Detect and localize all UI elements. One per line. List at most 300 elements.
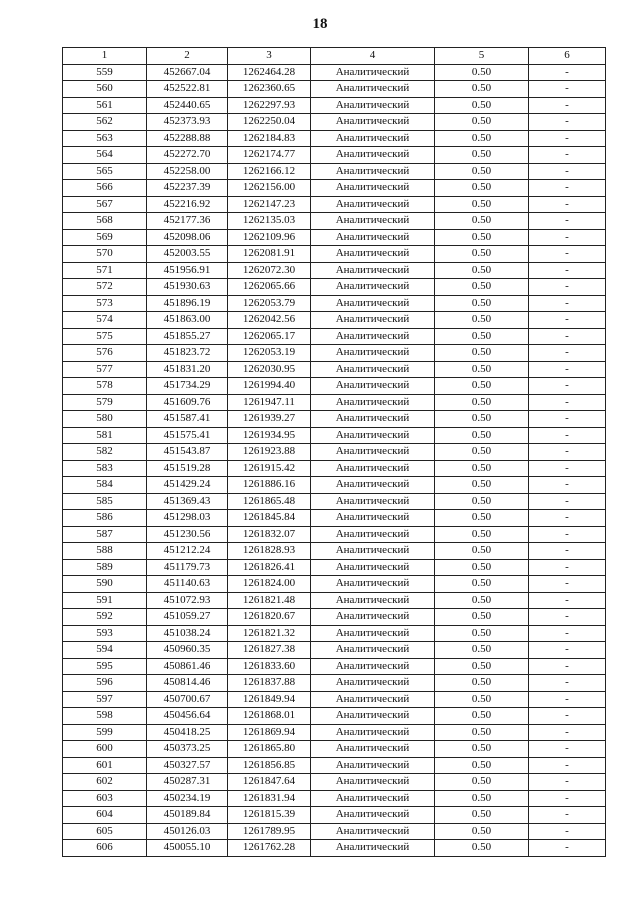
table-row (63, 741, 606, 758)
cell-accuracy: 0.50 (435, 444, 529, 461)
cell-x: 451072.93 (147, 592, 228, 609)
cell-method: Аналитический (311, 81, 435, 98)
cell-y: 1262147.23 (228, 196, 311, 213)
cell-y: 1262072.30 (228, 262, 311, 279)
cell-point-number: 591 (63, 592, 147, 609)
table-row (63, 114, 606, 131)
cell-point-number: 602 (63, 774, 147, 791)
cell-point-number: 582 (63, 444, 147, 461)
table-row (63, 229, 606, 246)
cell-y: 1262135.03 (228, 213, 311, 230)
cell-point-number: 599 (63, 724, 147, 741)
cell-point-number: 594 (63, 642, 147, 659)
cell-point-number: 569 (63, 229, 147, 246)
cell-method: Аналитический (311, 114, 435, 131)
cell-point-number: 568 (63, 213, 147, 230)
cell-y: 1262109.96 (228, 229, 311, 246)
cell-method: Аналитический (311, 625, 435, 642)
cell-accuracy: 0.50 (435, 823, 529, 840)
cell-y: 1262464.28 (228, 64, 311, 81)
cell-accuracy: 0.50 (435, 246, 529, 263)
header-cell-y: 3 (228, 48, 311, 65)
cell-point-number: 571 (63, 262, 147, 279)
cell-method: Аналитический (311, 757, 435, 774)
table-row (63, 394, 606, 411)
cell-description: - (529, 757, 606, 774)
cell-description: - (529, 658, 606, 675)
cell-point-number: 572 (63, 279, 147, 296)
table-row (63, 675, 606, 692)
cell-y: 1262166.12 (228, 163, 311, 180)
cell-x: 450287.31 (147, 774, 228, 791)
cell-method: Аналитический (311, 229, 435, 246)
cell-x: 451930.63 (147, 279, 228, 296)
cell-accuracy: 0.50 (435, 81, 529, 98)
cell-accuracy: 0.50 (435, 642, 529, 659)
cell-x: 451059.27 (147, 609, 228, 626)
cell-x: 452003.55 (147, 246, 228, 263)
cell-accuracy: 0.50 (435, 559, 529, 576)
cell-point-number: 570 (63, 246, 147, 263)
cell-method: Аналитический (311, 576, 435, 593)
cell-point-number: 579 (63, 394, 147, 411)
cell-y: 1261824.00 (228, 576, 311, 593)
cell-accuracy: 0.50 (435, 658, 529, 675)
cell-accuracy: 0.50 (435, 262, 529, 279)
cell-description: - (529, 361, 606, 378)
cell-method: Аналитический (311, 807, 435, 824)
cell-x: 451896.19 (147, 295, 228, 312)
cell-method: Аналитический (311, 279, 435, 296)
table-row (63, 510, 606, 527)
cell-method: Аналитический (311, 361, 435, 378)
cell-description: - (529, 543, 606, 560)
cell-method: Аналитический (311, 460, 435, 477)
cell-point-number: 564 (63, 147, 147, 164)
cell-description: - (529, 625, 606, 642)
cell-y: 1261789.95 (228, 823, 311, 840)
cell-method: Аналитический (311, 840, 435, 857)
cell-accuracy: 0.50 (435, 675, 529, 692)
cell-x: 451587.41 (147, 411, 228, 428)
table-row (63, 576, 606, 593)
cell-accuracy: 0.50 (435, 807, 529, 824)
cell-accuracy: 0.50 (435, 196, 529, 213)
cell-description: - (529, 774, 606, 791)
cell-y: 1261994.40 (228, 378, 311, 395)
cell-point-number: 606 (63, 840, 147, 857)
table-row (63, 559, 606, 576)
cell-method: Аналитический (311, 592, 435, 609)
cell-description: - (529, 444, 606, 461)
cell-y: 1262250.04 (228, 114, 311, 131)
cell-description: - (529, 279, 606, 296)
cell-method: Аналитический (311, 444, 435, 461)
cell-x: 452216.92 (147, 196, 228, 213)
cell-accuracy: 0.50 (435, 576, 529, 593)
cell-description: - (529, 724, 606, 741)
cell-y: 1261826.41 (228, 559, 311, 576)
cell-accuracy: 0.50 (435, 147, 529, 164)
cell-y: 1261833.60 (228, 658, 311, 675)
cell-y: 1261869.94 (228, 724, 311, 741)
cell-point-number: 563 (63, 130, 147, 147)
table-row (63, 180, 606, 197)
cell-accuracy: 0.50 (435, 64, 529, 81)
cell-method: Аналитический (311, 741, 435, 758)
cell-accuracy: 0.50 (435, 543, 529, 560)
cell-x: 452237.39 (147, 180, 228, 197)
cell-accuracy: 0.50 (435, 295, 529, 312)
cell-x: 451212.24 (147, 543, 228, 560)
cell-method: Аналитический (311, 609, 435, 626)
cell-description: - (529, 411, 606, 428)
cell-description: - (529, 609, 606, 626)
cell-description: - (529, 262, 606, 279)
cell-method: Аналитический (311, 312, 435, 329)
cell-y: 1262053.79 (228, 295, 311, 312)
table-row (63, 691, 606, 708)
cell-description: - (529, 493, 606, 510)
table-row (63, 642, 606, 659)
cell-point-number: 590 (63, 576, 147, 593)
cell-x: 451575.41 (147, 427, 228, 444)
cell-x: 452373.93 (147, 114, 228, 131)
cell-x: 452177.36 (147, 213, 228, 230)
table-row (63, 460, 606, 477)
cell-point-number: 600 (63, 741, 147, 758)
cell-y: 1262156.00 (228, 180, 311, 197)
cell-accuracy: 0.50 (435, 724, 529, 741)
cell-description: - (529, 312, 606, 329)
cell-description: - (529, 460, 606, 477)
cell-point-number: 576 (63, 345, 147, 362)
cell-method: Аналитический (311, 378, 435, 395)
cell-point-number: 562 (63, 114, 147, 131)
cell-point-number: 581 (63, 427, 147, 444)
cell-point-number: 598 (63, 708, 147, 725)
cell-point-number: 567 (63, 196, 147, 213)
table-row (63, 81, 606, 98)
table-row (63, 724, 606, 741)
cell-description: - (529, 807, 606, 824)
table-row (63, 279, 606, 296)
table-row (63, 378, 606, 395)
cell-accuracy: 0.50 (435, 312, 529, 329)
cell-description: - (529, 378, 606, 395)
cell-method: Аналитический (311, 394, 435, 411)
table-row (63, 840, 606, 857)
table-row (63, 345, 606, 362)
table-row (63, 295, 606, 312)
cell-y: 1261915.42 (228, 460, 311, 477)
header-cell-point-number: 1 (63, 48, 147, 65)
cell-point-number: 592 (63, 609, 147, 626)
cell-method: Аналитический (311, 97, 435, 114)
cell-description: - (529, 213, 606, 230)
cell-y: 1261865.80 (228, 741, 311, 758)
cell-description: - (529, 823, 606, 840)
table-row (63, 213, 606, 230)
cell-method: Аналитический (311, 213, 435, 230)
table-row (63, 592, 606, 609)
cell-accuracy: 0.50 (435, 411, 529, 428)
cell-point-number: 566 (63, 180, 147, 197)
cell-description: - (529, 691, 606, 708)
cell-y: 1261820.67 (228, 609, 311, 626)
cell-point-number: 593 (63, 625, 147, 642)
cell-description: - (529, 741, 606, 758)
cell-accuracy: 0.50 (435, 774, 529, 791)
header-cell-accuracy: 5 (435, 48, 529, 65)
cell-description: - (529, 295, 606, 312)
table-row (63, 823, 606, 840)
cell-x: 451831.20 (147, 361, 228, 378)
cell-y: 1261837.88 (228, 675, 311, 692)
cell-method: Аналитический (311, 691, 435, 708)
cell-y: 1261762.28 (228, 840, 311, 857)
cell-y: 1261832.07 (228, 526, 311, 543)
cell-method: Аналитический (311, 823, 435, 840)
cell-point-number: 588 (63, 543, 147, 560)
cell-y: 1262030.95 (228, 361, 311, 378)
cell-accuracy: 0.50 (435, 229, 529, 246)
cell-method: Аналитический (311, 543, 435, 560)
cell-method: Аналитический (311, 130, 435, 147)
cell-point-number: 603 (63, 790, 147, 807)
cell-x: 452522.81 (147, 81, 228, 98)
cell-accuracy: 0.50 (435, 493, 529, 510)
cell-point-number: 587 (63, 526, 147, 543)
table-row (63, 163, 606, 180)
cell-description: - (529, 592, 606, 609)
cell-accuracy: 0.50 (435, 609, 529, 626)
table-row (63, 328, 606, 345)
cell-method: Аналитический (311, 246, 435, 263)
cell-method: Аналитический (311, 642, 435, 659)
cell-point-number: 578 (63, 378, 147, 395)
cell-x: 452288.88 (147, 130, 228, 147)
cell-y: 1261865.48 (228, 493, 311, 510)
cell-accuracy: 0.50 (435, 279, 529, 296)
cell-accuracy: 0.50 (435, 130, 529, 147)
cell-accuracy: 0.50 (435, 625, 529, 642)
cell-method: Аналитический (311, 526, 435, 543)
cell-description: - (529, 163, 606, 180)
cell-point-number: 585 (63, 493, 147, 510)
cell-x: 450960.35 (147, 642, 228, 659)
cell-x: 451855.27 (147, 328, 228, 345)
table-row (63, 427, 606, 444)
cell-description: - (529, 840, 606, 857)
cell-x: 451429.24 (147, 477, 228, 494)
table-row (63, 444, 606, 461)
cell-x: 450456.64 (147, 708, 228, 725)
table-row (63, 196, 606, 213)
cell-y: 1261939.27 (228, 411, 311, 428)
cell-y: 1261827.38 (228, 642, 311, 659)
cell-accuracy: 0.50 (435, 691, 529, 708)
table-header (63, 48, 606, 65)
cell-y: 1262053.19 (228, 345, 311, 362)
cell-accuracy: 0.50 (435, 345, 529, 362)
cell-point-number: 596 (63, 675, 147, 692)
cell-x: 450861.46 (147, 658, 228, 675)
cell-method: Аналитический (311, 196, 435, 213)
cell-y: 1262360.65 (228, 81, 311, 98)
cell-x: 451140.63 (147, 576, 228, 593)
cell-method: Аналитический (311, 147, 435, 164)
cell-method: Аналитический (311, 262, 435, 279)
cell-point-number: 575 (63, 328, 147, 345)
cell-description: - (529, 147, 606, 164)
cell-x: 452440.65 (147, 97, 228, 114)
cell-point-number: 560 (63, 81, 147, 98)
cell-x: 451179.73 (147, 559, 228, 576)
table-row (63, 411, 606, 428)
cell-x: 450327.57 (147, 757, 228, 774)
cell-x: 450418.25 (147, 724, 228, 741)
table-row (63, 246, 606, 263)
cell-accuracy: 0.50 (435, 460, 529, 477)
cell-point-number: 595 (63, 658, 147, 675)
cell-accuracy: 0.50 (435, 328, 529, 345)
table-row (63, 807, 606, 824)
cell-description: - (529, 790, 606, 807)
cell-method: Аналитический (311, 658, 435, 675)
cell-x: 450126.03 (147, 823, 228, 840)
cell-description: - (529, 180, 606, 197)
cell-x: 451863.00 (147, 312, 228, 329)
header-cell-x: 2 (147, 48, 228, 65)
cell-point-number: 589 (63, 559, 147, 576)
cell-method: Аналитический (311, 774, 435, 791)
cell-point-number: 597 (63, 691, 147, 708)
cell-y: 1261821.32 (228, 625, 311, 642)
cell-method: Аналитический (311, 493, 435, 510)
header-row (63, 48, 606, 65)
cell-accuracy: 0.50 (435, 526, 529, 543)
cell-y: 1262174.77 (228, 147, 311, 164)
cell-description: - (529, 64, 606, 81)
cell-point-number: 573 (63, 295, 147, 312)
cell-y: 1262042.56 (228, 312, 311, 329)
table-row (63, 609, 606, 626)
cell-description: - (529, 130, 606, 147)
cell-description: - (529, 81, 606, 98)
cell-y: 1261831.94 (228, 790, 311, 807)
cell-accuracy: 0.50 (435, 840, 529, 857)
cell-point-number: 559 (63, 64, 147, 81)
cell-accuracy: 0.50 (435, 213, 529, 230)
cell-x: 450814.46 (147, 675, 228, 692)
cell-method: Аналитический (311, 328, 435, 345)
cell-accuracy: 0.50 (435, 790, 529, 807)
cell-y: 1261923.88 (228, 444, 311, 461)
cell-description: - (529, 559, 606, 576)
cell-x: 451823.72 (147, 345, 228, 362)
table-row (63, 757, 606, 774)
cell-y: 1262065.66 (228, 279, 311, 296)
page-number: 18 (312, 16, 328, 32)
cell-point-number: 561 (63, 97, 147, 114)
cell-description: - (529, 328, 606, 345)
cell-method: Аналитический (311, 427, 435, 444)
table-row (63, 262, 606, 279)
cell-description: - (529, 196, 606, 213)
cell-accuracy: 0.50 (435, 477, 529, 494)
cell-method: Аналитический (311, 295, 435, 312)
cell-y: 1261847.64 (228, 774, 311, 791)
cell-method: Аналитический (311, 559, 435, 576)
cell-x: 451369.43 (147, 493, 228, 510)
cell-y: 1261886.16 (228, 477, 311, 494)
cell-point-number: 580 (63, 411, 147, 428)
cell-description: - (529, 708, 606, 725)
cell-x: 451038.24 (147, 625, 228, 642)
cell-accuracy: 0.50 (435, 708, 529, 725)
cell-y: 1261815.39 (228, 807, 311, 824)
cell-description: - (529, 114, 606, 131)
cell-method: Аналитический (311, 708, 435, 725)
cell-description: - (529, 246, 606, 263)
cell-accuracy: 0.50 (435, 114, 529, 131)
cell-x: 450055.10 (147, 840, 228, 857)
cell-accuracy: 0.50 (435, 180, 529, 197)
cell-x: 450700.67 (147, 691, 228, 708)
cell-y: 1262081.91 (228, 246, 311, 263)
table-row (63, 477, 606, 494)
cell-method: Аналитический (311, 180, 435, 197)
cell-point-number: 601 (63, 757, 147, 774)
cell-y: 1261828.93 (228, 543, 311, 560)
cell-y: 1262297.93 (228, 97, 311, 114)
cell-y: 1261934.95 (228, 427, 311, 444)
cell-point-number: 605 (63, 823, 147, 840)
cell-description: - (529, 642, 606, 659)
cell-point-number: 584 (63, 477, 147, 494)
table-row (63, 774, 606, 791)
table-row (63, 625, 606, 642)
cell-description: - (529, 229, 606, 246)
table-row (63, 147, 606, 164)
cell-y: 1261821.48 (228, 592, 311, 609)
cell-y: 1261849.94 (228, 691, 311, 708)
header-cell-method: 4 (311, 48, 435, 65)
cell-x: 450234.19 (147, 790, 228, 807)
cell-point-number: 565 (63, 163, 147, 180)
cell-x: 451956.91 (147, 262, 228, 279)
cell-description: - (529, 526, 606, 543)
cell-point-number: 577 (63, 361, 147, 378)
cell-description: - (529, 345, 606, 362)
cell-point-number: 574 (63, 312, 147, 329)
cell-accuracy: 0.50 (435, 163, 529, 180)
table-row (63, 312, 606, 329)
cell-method: Аналитический (311, 477, 435, 494)
cell-accuracy: 0.50 (435, 361, 529, 378)
cell-y: 1262065.17 (228, 328, 311, 345)
cell-point-number: 583 (63, 460, 147, 477)
cell-description: - (529, 477, 606, 494)
cell-accuracy: 0.50 (435, 741, 529, 758)
table-row (63, 97, 606, 114)
cell-x: 451519.28 (147, 460, 228, 477)
cell-accuracy: 0.50 (435, 394, 529, 411)
header-cell-description: 6 (529, 48, 606, 65)
cell-accuracy: 0.50 (435, 510, 529, 527)
cell-accuracy: 0.50 (435, 97, 529, 114)
